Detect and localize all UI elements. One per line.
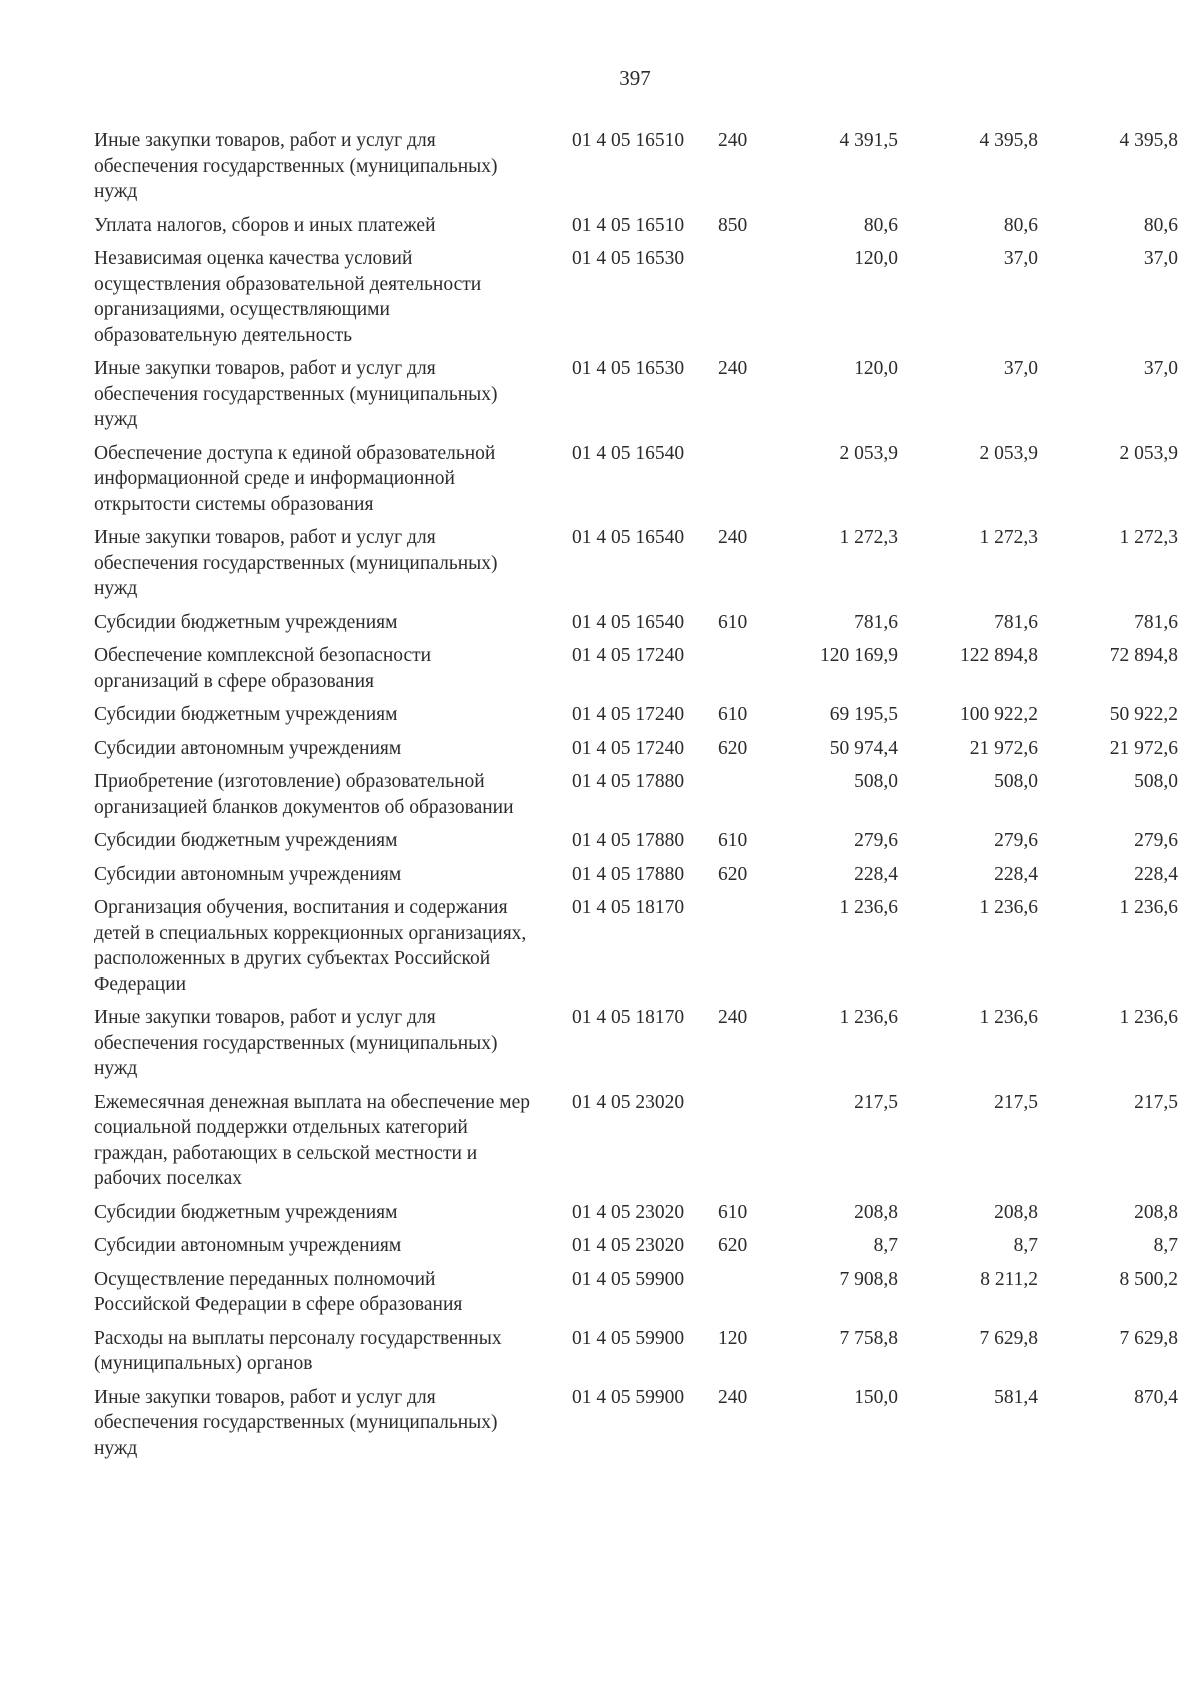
amount-year3-cell: 228,4 bbox=[1134, 863, 1178, 885]
expense-name-cell: Субсидии автономным учреждениям bbox=[94, 863, 402, 885]
table-row bbox=[94, 643, 1178, 702]
amount-year2-cell: 228,4 bbox=[994, 863, 1038, 885]
expense-name-cell: Независимая оценка качества условий осуществления образовательной деятельности организациями, осуществляющими образовательную деятельность bbox=[94, 248, 482, 346]
amount-year1-cell: 69 195,5 bbox=[829, 704, 898, 725]
expense-type-code-cell: 610 bbox=[718, 1201, 748, 1223]
amount-year1-cell: 1 236,6 bbox=[839, 1007, 898, 1028]
amount-year2-cell: 37,0 bbox=[1003, 358, 1038, 379]
expense-name-cell: Субсидии бюджетным учреждениям bbox=[94, 704, 398, 725]
amount-year2-cell: 508,0 bbox=[994, 771, 1038, 792]
expense-type-code-cell: 620 bbox=[718, 737, 748, 759]
expense-name-cell: Иные закупки товаров, работ и услуг для обеспечения государственных (муниципальных) нужд bbox=[94, 358, 498, 430]
amount-year3-cell: 7 629,8 bbox=[1119, 1327, 1178, 1349]
amount-year1-cell: 120,0 bbox=[854, 358, 898, 379]
expense-type-code-cell bbox=[718, 643, 778, 702]
amount-year3-cell: 4 395,8 bbox=[1119, 130, 1178, 151]
expense-name-cell: Субсидии автономным учреждениям bbox=[94, 1235, 402, 1256]
amount-year3-cell: 8 500,2 bbox=[1119, 1268, 1178, 1290]
expense-type-code-cell: 240 bbox=[718, 1386, 748, 1408]
expense-type-code-cell bbox=[718, 246, 778, 356]
table-row bbox=[94, 525, 1178, 610]
expense-type-code-cell: 240 bbox=[718, 130, 748, 151]
expense-name-cell: Субсидии бюджетным учреждениям bbox=[94, 1201, 398, 1223]
table-row bbox=[94, 769, 1178, 828]
amount-year2-cell: 2 053,9 bbox=[979, 442, 1038, 464]
amount-year2-cell: 581,4 bbox=[994, 1386, 1038, 1408]
target-article-code-cell: 01 4 05 16540 bbox=[572, 442, 685, 464]
amount-year1-cell: 50 974,4 bbox=[829, 737, 898, 759]
target-article-code-cell: 01 4 05 23020 bbox=[572, 1201, 685, 1223]
table-row bbox=[94, 1090, 1178, 1200]
expense-name-cell: Расходы на выплаты персоналу государственных (муниципальных) органов bbox=[94, 1327, 502, 1374]
amount-year1-cell: 7 908,8 bbox=[839, 1268, 898, 1290]
amount-year2-cell: 7 629,8 bbox=[979, 1327, 1038, 1349]
amount-year3-cell: 208,8 bbox=[1134, 1201, 1178, 1223]
amount-year3-cell: 50 922,2 bbox=[1109, 704, 1178, 725]
table-row bbox=[94, 828, 1178, 862]
amount-year2-cell: 1 272,3 bbox=[979, 527, 1038, 548]
amount-year1-cell: 217,5 bbox=[854, 1091, 898, 1113]
amount-year2-cell: 279,6 bbox=[994, 830, 1038, 851]
amount-year1-cell: 1 236,6 bbox=[839, 897, 898, 918]
table-row bbox=[94, 1005, 1178, 1090]
amount-year2-cell: 217,5 bbox=[994, 1091, 1038, 1113]
expense-name-cell: Ежемесячная денежная выплата на обеспечение мер социальной поддержки отдельных категорий граждан, работающих в сельской местности и рабочих поселках bbox=[94, 1091, 531, 1189]
expense-type-code-cell bbox=[718, 895, 778, 1005]
expense-name-cell: Организация обучения, воспитания и содержания детей в специальных коррекционных организациях, расположенных в других субъектах Российской Федерации bbox=[94, 897, 527, 995]
expense-type-code-cell bbox=[718, 1267, 778, 1326]
expense-type-code-cell: 610 bbox=[718, 830, 748, 851]
expense-name-cell: Обеспечение доступа к единой образовательной информационной среде и информационной открытости системы образования bbox=[94, 442, 496, 515]
target-article-code-cell: 01 4 05 17240 bbox=[572, 645, 685, 666]
amount-year2-cell: 8 211,2 bbox=[980, 1268, 1038, 1290]
amount-year1-cell: 1 272,3 bbox=[839, 527, 898, 548]
amount-year3-cell: 2 053,9 bbox=[1119, 442, 1178, 464]
target-article-code-cell: 01 4 05 18170 bbox=[572, 897, 685, 918]
table-row bbox=[94, 1200, 1178, 1234]
table-row bbox=[94, 246, 1178, 356]
amount-year3-cell: 279,6 bbox=[1134, 830, 1178, 851]
amount-year2-cell: 80,6 bbox=[1003, 214, 1038, 236]
amount-year3-cell: 870,4 bbox=[1134, 1386, 1178, 1408]
table-row bbox=[94, 128, 1178, 213]
expense-name-cell: Приобретение (изготовление) образовательной организацией бланков документов об образовании bbox=[94, 771, 514, 818]
amount-year2-cell: 4 395,8 bbox=[979, 130, 1038, 151]
amount-year2-cell: 122 894,8 bbox=[960, 645, 1038, 666]
expense-name-cell: Уплата налогов, сборов и иных платежей bbox=[94, 214, 436, 236]
expense-type-code-cell: 610 bbox=[718, 611, 748, 633]
table-row bbox=[94, 1326, 1178, 1385]
expense-type-code-cell: 620 bbox=[718, 1235, 748, 1256]
expense-type-code-cell bbox=[718, 441, 778, 526]
amount-year3-cell: 21 972,6 bbox=[1109, 737, 1178, 759]
target-article-code-cell: 01 4 05 17240 bbox=[572, 704, 685, 725]
expense-name-cell: Иные закупки товаров, работ и услуг для обеспечения государственных (муниципальных) нужд bbox=[94, 1007, 498, 1079]
amount-year2-cell: 21 972,6 bbox=[969, 737, 1038, 759]
expense-type-code-cell: 240 bbox=[718, 527, 748, 548]
table-row bbox=[94, 1233, 1178, 1267]
target-article-code-cell: 01 4 05 59900 bbox=[572, 1268, 685, 1290]
target-article-code-cell: 01 4 05 16530 bbox=[572, 248, 685, 269]
expense-name-cell: Субсидии бюджетным учреждениям bbox=[94, 830, 398, 851]
expense-type-code-cell: 850 bbox=[718, 214, 748, 236]
expense-type-code-cell: 620 bbox=[718, 863, 748, 885]
amount-year2-cell: 37,0 bbox=[1003, 248, 1038, 269]
target-article-code-cell: 01 4 05 23020 bbox=[572, 1235, 685, 1256]
expense-name-cell: Субсидии автономным учреждениям bbox=[94, 737, 402, 759]
expense-type-code-cell bbox=[718, 769, 778, 828]
amount-year2-cell: 100 922,2 bbox=[960, 704, 1038, 725]
expense-type-code-cell: 120 bbox=[718, 1327, 748, 1349]
table-row bbox=[94, 1267, 1178, 1326]
amount-year3-cell: 37,0 bbox=[1143, 358, 1178, 379]
target-article-code-cell: 01 4 05 17880 bbox=[572, 830, 685, 851]
amount-year1-cell: 208,8 bbox=[854, 1201, 898, 1223]
amount-year2-cell: 1 236,6 bbox=[979, 1007, 1038, 1028]
amount-year1-cell: 8,7 bbox=[873, 1235, 898, 1256]
amount-year1-cell: 4 391,5 bbox=[839, 130, 898, 151]
target-article-code-cell: 01 4 05 16510 bbox=[572, 214, 685, 236]
target-article-code-cell: 01 4 05 16540 bbox=[572, 527, 685, 548]
amount-year1-cell: 2 053,9 bbox=[839, 442, 898, 464]
table-row bbox=[94, 736, 1178, 770]
amount-year3-cell: 80,6 bbox=[1143, 214, 1178, 236]
amount-year3-cell: 8,7 bbox=[1153, 1235, 1178, 1256]
table-row bbox=[94, 356, 1178, 441]
expense-name-cell: Субсидии бюджетным учреждениям bbox=[94, 611, 398, 633]
table-row bbox=[94, 441, 1178, 526]
budget-table bbox=[94, 128, 1178, 1469]
amount-year3-cell: 508,0 bbox=[1134, 771, 1178, 792]
amount-year3-cell: 217,5 bbox=[1134, 1091, 1178, 1113]
target-article-code-cell: 01 4 05 23020 bbox=[572, 1091, 685, 1113]
amount-year2-cell: 208,8 bbox=[994, 1201, 1038, 1223]
table-row bbox=[94, 895, 1178, 1005]
amount-year1-cell: 120,0 bbox=[854, 248, 898, 269]
amount-year3-cell: 1 236,6 bbox=[1119, 1007, 1178, 1028]
expense-name-cell: Осуществление переданных полномочий Российской Федерации в сфере образования bbox=[94, 1268, 463, 1315]
expense-type-code-cell: 610 bbox=[718, 704, 748, 725]
amount-year1-cell: 508,0 bbox=[854, 771, 898, 792]
amount-year1-cell: 120 169,9 bbox=[820, 645, 898, 666]
expense-name-cell: Обеспечение комплексной безопасности организаций в сфере образования bbox=[94, 645, 432, 692]
amount-year1-cell: 7 758,8 bbox=[839, 1327, 898, 1349]
amount-year2-cell: 1 236,6 bbox=[979, 897, 1038, 918]
amount-year3-cell: 781,6 bbox=[1134, 611, 1178, 633]
amount-year3-cell: 1 236,6 bbox=[1119, 897, 1178, 918]
target-article-code-cell: 01 4 05 17240 bbox=[572, 737, 685, 759]
table-row bbox=[94, 1385, 1178, 1470]
target-article-code-cell: 01 4 05 16540 bbox=[572, 611, 685, 633]
expense-type-code-cell: 240 bbox=[718, 358, 748, 379]
amount-year3-cell: 37,0 bbox=[1143, 248, 1178, 269]
table-row bbox=[94, 702, 1178, 736]
target-article-code-cell: 01 4 05 17880 bbox=[572, 771, 685, 792]
expense-name-cell: Иные закупки товаров, работ и услуг для обеспечения государственных (муниципальных) нужд bbox=[94, 130, 498, 202]
target-article-code-cell: 01 4 05 16530 bbox=[572, 358, 685, 379]
target-article-code-cell: 01 4 05 59900 bbox=[572, 1386, 685, 1408]
page-number: 397 bbox=[619, 66, 651, 90]
table-row bbox=[94, 862, 1178, 896]
expense-name-cell: Иные закупки товаров, работ и услуг для обеспечения государственных (муниципальных) нужд bbox=[94, 527, 498, 599]
table-body bbox=[94, 128, 1178, 1469]
amount-year1-cell: 228,4 bbox=[854, 863, 898, 885]
amount-year1-cell: 150,0 bbox=[854, 1386, 898, 1408]
amount-year1-cell: 80,6 bbox=[863, 214, 898, 236]
amount-year2-cell: 8,7 bbox=[1013, 1235, 1038, 1256]
target-article-code-cell: 01 4 05 17880 bbox=[572, 863, 685, 885]
expense-name-cell: Иные закупки товаров, работ и услуг для обеспечения государственных (муниципальных) нужд bbox=[94, 1386, 498, 1459]
amount-year3-cell: 1 272,3 bbox=[1119, 527, 1178, 548]
amount-year1-cell: 279,6 bbox=[854, 830, 898, 851]
expense-type-code-cell: 240 bbox=[718, 1007, 748, 1028]
target-article-code-cell: 01 4 05 18170 bbox=[572, 1007, 685, 1028]
amount-year1-cell: 781,6 bbox=[854, 611, 898, 633]
table-row bbox=[94, 610, 1178, 644]
amount-year3-cell: 72 894,8 bbox=[1109, 645, 1178, 666]
target-article-code-cell: 01 4 05 16510 bbox=[572, 130, 685, 151]
target-article-code-cell: 01 4 05 59900 bbox=[572, 1327, 685, 1349]
table-row bbox=[94, 213, 1178, 247]
expense-type-code-cell bbox=[718, 1090, 778, 1200]
amount-year2-cell: 781,6 bbox=[994, 611, 1038, 633]
